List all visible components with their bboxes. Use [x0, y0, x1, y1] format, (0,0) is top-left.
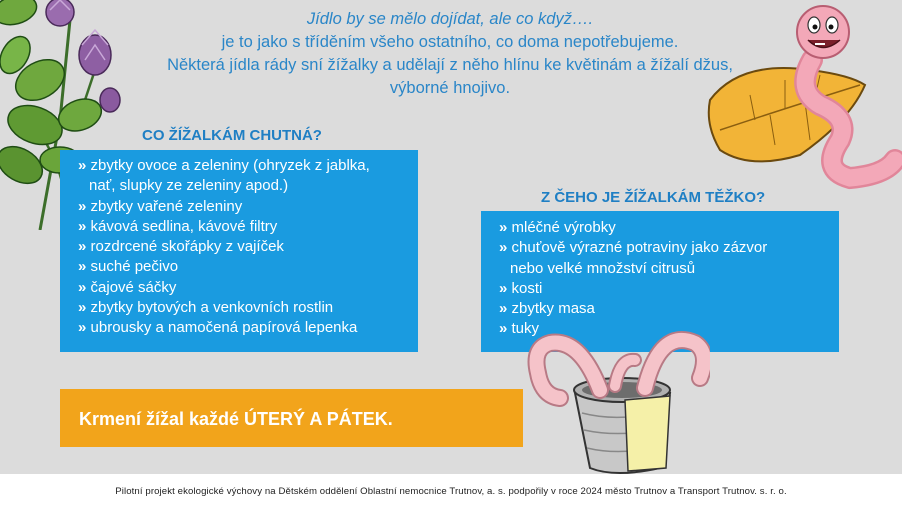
intro-line-3: Některá jídla rády sní žížalky a udělají z něho hlínu ke květinám a žížalí džus,: [167, 56, 733, 74]
list-item-text: zbytky bytových a venkovních rostlin: [90, 299, 334, 317]
list-item-text: kosti: [511, 279, 543, 297]
list-item-text: zbytky ovoce a zeleniny (ohryzek z jablka,: [90, 157, 370, 174]
list-item: [78, 217, 418, 237]
likes-heading: CO ŽÍŽALKÁM CHUTNÁ?: [142, 127, 322, 144]
list-item-text: čajové sáčky: [90, 278, 177, 296]
bullet-icon: »: [499, 219, 508, 236]
list-item: [78, 197, 418, 217]
worms-in-tin-can-icon: [520, 318, 710, 474]
list-item: [78, 318, 418, 338]
list-item: [78, 278, 418, 298]
intro-line-2: je to jako s tříděním všeho ostatního, co doma nepotřebujeme.: [221, 33, 679, 51]
bullet-icon: »: [78, 258, 87, 276]
list-item: [78, 176, 418, 196]
footer: [0, 474, 902, 507]
bullet-icon: »: [78, 299, 87, 317]
list-item-text: zbytky masa: [511, 300, 595, 318]
list-item-text: ubrousky a namočená papírová lepenka: [90, 319, 358, 337]
list-item: [499, 238, 839, 258]
list-item-text: nať, slupky ze zeleniny apod.): [89, 177, 289, 195]
list-item-text: kávová sedlina, kávové filtry: [90, 217, 278, 235]
likes-box: [60, 150, 418, 352]
intro-line-1: Jídlo by se mělo dojídat, ale co když….: [306, 10, 594, 28]
list-item: [78, 257, 418, 277]
dislikes-heading: Z ČEHO JE ŽÍŽALKÁM TĚŽKO?: [541, 189, 766, 206]
list-item: [499, 218, 839, 238]
bullet-icon: »: [499, 320, 508, 338]
list-item-text: chuťově výrazné potraviny jako zázvor: [511, 239, 768, 257]
list-item-text: rozdrcené skořápky z vajíček: [90, 238, 284, 256]
bullet-icon: »: [78, 238, 87, 256]
bullet-icon: »: [499, 239, 508, 257]
list-item: [78, 298, 418, 318]
bullet-icon: »: [78, 197, 87, 215]
list-item: [499, 259, 839, 279]
likes-list: [60, 150, 418, 339]
banner-text: Krmení žížal každé ÚTERÝ A PÁTEK.: [79, 409, 393, 429]
bullet-icon: »: [499, 300, 508, 318]
list-item-text: zbytky vařené zeleniny: [90, 197, 243, 215]
list-item: [499, 299, 839, 319]
bullet-icon: »: [499, 279, 508, 297]
list-item-text: nebo velké množství citrusů: [510, 259, 696, 277]
bullet-icon: »: [78, 278, 87, 296]
bullet-icon: »: [78, 217, 87, 235]
feeding-days-banner: [60, 389, 523, 447]
list-item-text: mléčné výrobky: [511, 219, 616, 236]
footer-text: Pilotní projekt ekologické výchovy na Dětském oddělení Oblastní nemocnice Trutnov, a. s. podpořily v roce 2024 město Trutnov a Transport Trutnov. s. r. o.: [115, 486, 787, 497]
bullet-icon: »: [78, 319, 87, 337]
list-item-text: suché pečivo: [90, 258, 179, 276]
bullet-icon: »: [78, 157, 87, 174]
list-item-text: tuky: [511, 320, 540, 338]
list-item: [499, 279, 839, 299]
list-item: [78, 237, 418, 257]
list-item: [78, 156, 418, 176]
intro-text: [150, 8, 750, 100]
intro-line-4: výborné hnojivo.: [389, 79, 511, 97]
